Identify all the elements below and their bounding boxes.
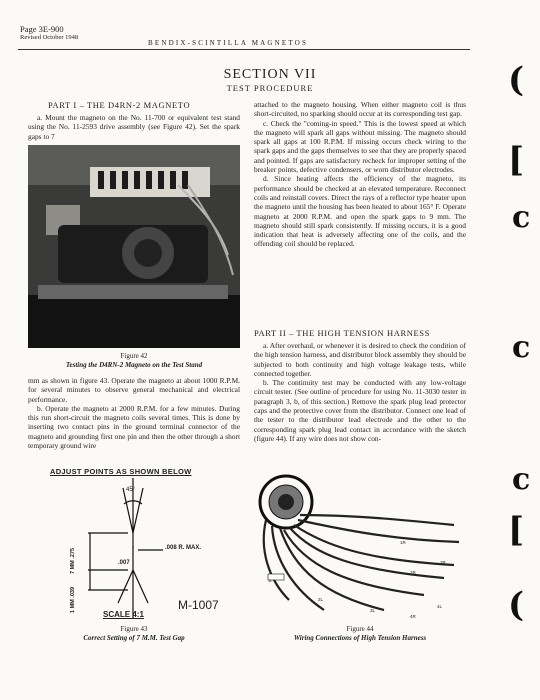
scale-label: SCALE 4:1 bbox=[103, 610, 144, 619]
figure-44-caption-text: Wiring Connections of High Tension Harness bbox=[293, 634, 427, 642]
part1-para-c-text: c. Check the "coming-in speed." This is the lowest speed at which the magneto will spark all gaps without missing. The magneto should spark all gaps at 100 R.P.M. If missing occurs check wiring to the spark gaps and the gaps themselves to see that they are properly spaced and pointed. If gaps are satisfactory recheck for improper setting of the breaker points, defective condensers, or worn distributor electrodes. bbox=[254, 118, 466, 175]
part2-para-b-text: b. The continuity test may be conducted with any low-voltage circuit tester. (See outline of procedure for using No. 11-3030 tester in paragraph 3, b, of this section.) Remove the spark plug lead protector caps and the protective cover from the distributor. Connect one lead of the tester to the distributor lead electrode and the other to the corresponding spark plug lead contact in accordance with the sketch (figure 44). If any wire does not show con- bbox=[254, 378, 466, 443]
figure-43-caption bbox=[28, 634, 240, 643]
harness-label-3r: 3R bbox=[440, 560, 446, 565]
part2-heading: PART II – THE HIGH TENSION HARNESS bbox=[254, 328, 430, 338]
drawing-code: M-1007 bbox=[178, 598, 219, 612]
margin-mark-6: [ bbox=[508, 510, 525, 550]
harness-label-1r: 1R bbox=[400, 540, 406, 545]
harness-label-3l: 3L bbox=[370, 608, 376, 613]
figure-42-caption bbox=[28, 361, 240, 370]
harness-label-4l: 4L bbox=[437, 604, 443, 609]
margin-mark-3: c bbox=[512, 200, 531, 235]
section-subtitle: TEST PROCEDURE bbox=[226, 83, 314, 93]
margin-mark-7: ( bbox=[508, 585, 525, 625]
harness-label-2l: 2L bbox=[318, 597, 324, 602]
part1-para-a-continued bbox=[28, 376, 240, 450]
page-number: Page 3E-900 bbox=[20, 24, 64, 34]
figure-44-number: Figure 44 bbox=[346, 625, 374, 633]
dim-7mm-label: 7 MM .275 bbox=[70, 548, 76, 574]
margin-mark-2: [ bbox=[508, 140, 525, 180]
margin-mark-4: c bbox=[512, 330, 531, 365]
part2-text bbox=[254, 341, 466, 443]
figure-43-number: Figure 43 bbox=[120, 625, 148, 633]
figure-42-caption-text: Testing the D4RN-2 Magneto on the Test Stand bbox=[65, 361, 203, 369]
figure-44-diagram bbox=[254, 470, 466, 620]
harness-label-2r: 2R bbox=[410, 570, 416, 575]
part1-para-a bbox=[28, 113, 240, 141]
revision-date: Revised October 1948 bbox=[20, 34, 79, 41]
angle-label: 45° bbox=[126, 487, 136, 493]
radius-label: .008 R. MAX. bbox=[165, 545, 202, 551]
part1-heading: PART I – THE D4RN-2 MAGNETO bbox=[48, 100, 191, 110]
harness-label-4r: 4R bbox=[410, 614, 416, 619]
figure-42-number: Figure 42 bbox=[120, 352, 148, 360]
figure-44-caption bbox=[254, 634, 466, 643]
dim-007-label: .007 bbox=[118, 560, 130, 566]
right-column-text bbox=[254, 100, 466, 249]
part1-para-b-cont-text: attached to the magneto housing. When either magneto coil is thus short-circuited, no sparking should occur at its corresponding test gap. bbox=[254, 100, 466, 119]
part1-para-d-text: d. Since heating affects the efficiency of the magneto, its performance should be checked at an elevated temperature. Reconnect coils and reinstall covers. Direct the rays of a reflector type heater upon the magneto until the housing has been heated to about 165° F. Operate magneto at 2000 R.P.M. and open the spark gaps to 9 mm. The magneto should still spark consistently. If missing occurs, it is a good indication that heat is adversely affecting one of the coils, and the offending coil should be replaced. bbox=[254, 174, 466, 249]
part2-para-a-text: a. After overhaul, or whenever it is desired to check the condition of the high tension harness, and distributor block assembly they should be subjected to both continuity and high voltage leakage tests, while connected together. bbox=[254, 341, 466, 378]
harness-wiring-drawing bbox=[254, 470, 466, 620]
harness-label-1l: 1L bbox=[268, 578, 273, 583]
part1-para-a-cont-text: mm as shown in figure 43. Operate the magneto at about 1000 R.P.M. for several minutes to observe general mechanical and electrical performance. bbox=[28, 376, 240, 404]
part1-para-a-text: a. Mount the magneto on the No. 11-700 or equivalent test stand using the No. 11-2593 drive assembly (see Figure 42). Set the spark gaps to 7 bbox=[28, 113, 240, 141]
section-title: SECTION VII bbox=[223, 67, 317, 82]
margin-mark-1: ( bbox=[508, 60, 525, 100]
part1-para-b-text: b. Operate the magneto at 2000 R.P.M. for a few minutes. During this run short-circuit the magneto coils several times. This is done by inserting two contact pins in the ground terminal connector of the magneto and grounding first one pin and then the other through a short temporary ground wire bbox=[28, 403, 240, 451]
running-title: BENDIX-SCINTILLA MAGNETOS bbox=[148, 39, 309, 47]
test-stand-illustration bbox=[28, 145, 240, 348]
figure-42-photo bbox=[28, 145, 240, 348]
figure-43-caption-text: Correct Setting of 7 M.M. Test Gap bbox=[83, 634, 185, 642]
margin-mark-5: c bbox=[512, 462, 531, 497]
figure-43-heading: ADJUST POINTS AS SHOWN BELOW bbox=[50, 467, 192, 476]
dim-1mm-label: 1 MM .039 bbox=[70, 587, 76, 613]
header-rule bbox=[18, 49, 470, 50]
